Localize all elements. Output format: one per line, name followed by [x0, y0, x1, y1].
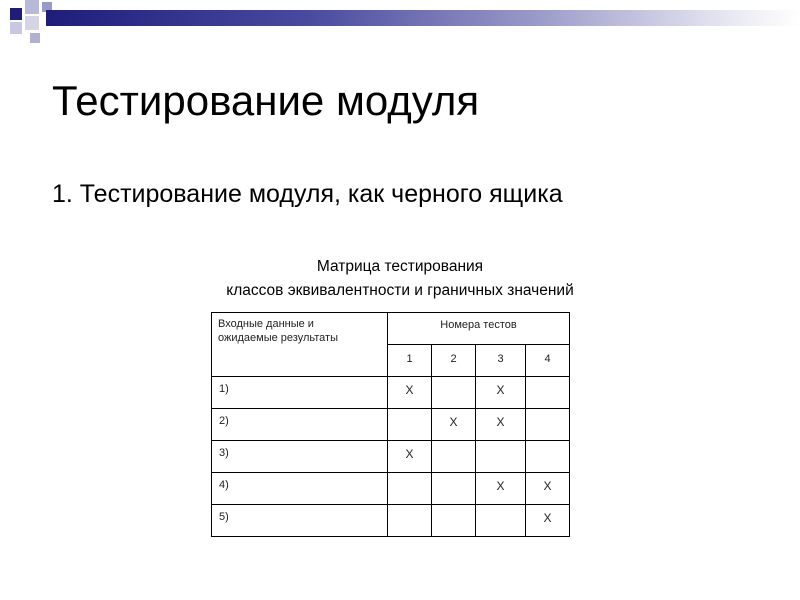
- row-label: 1): [212, 377, 388, 409]
- mark-cell: X: [526, 473, 570, 505]
- table-row: [212, 473, 570, 505]
- mark-cell: [526, 441, 570, 473]
- table-row: [212, 505, 570, 537]
- table-header-row: [212, 313, 570, 345]
- row-label: 5): [212, 505, 388, 537]
- mark-cell: X: [388, 377, 432, 409]
- mark-cell: [388, 505, 432, 537]
- decorative-square: [10, 22, 22, 34]
- decorative-square: [25, 16, 39, 30]
- mark-cell: [476, 441, 526, 473]
- mark-cell: [432, 377, 476, 409]
- header-tests-cell: Номера тестов: [388, 313, 570, 345]
- mark-cell: [432, 473, 476, 505]
- mark-cell: [388, 473, 432, 505]
- decorative-header: [0, 0, 800, 48]
- mark-cell: X: [476, 377, 526, 409]
- mark-cell: X: [526, 505, 570, 537]
- mark-cell: [388, 409, 432, 441]
- header-input-line1: Входные данные и: [218, 318, 314, 330]
- mark-cell: [432, 505, 476, 537]
- mark-cell: X: [388, 441, 432, 473]
- test-number: 2: [432, 345, 476, 377]
- mark-cell: X: [476, 473, 526, 505]
- table-row: [212, 441, 570, 473]
- table-row: [212, 377, 570, 409]
- table-row: [212, 409, 570, 441]
- row-label: 3): [212, 441, 388, 473]
- decorative-square: [10, 8, 22, 20]
- mark-cell: X: [432, 409, 476, 441]
- mark-cell: [476, 505, 526, 537]
- test-number: 3: [476, 345, 526, 377]
- slide-title: Тестирование модуля: [52, 77, 480, 124]
- matrix-title-line1: Матрица тестирования: [316, 258, 484, 275]
- decorative-gradient-bar: [46, 10, 800, 26]
- mark-cell: X: [476, 409, 526, 441]
- test-number: 1: [388, 345, 432, 377]
- row-label: 2): [212, 409, 388, 441]
- decorative-square: [25, 0, 39, 14]
- mark-cell: [526, 377, 570, 409]
- test-number: 4: [526, 345, 570, 377]
- decorative-square: [30, 33, 40, 43]
- mark-cell: [432, 441, 476, 473]
- test-matrix-table: [211, 312, 570, 537]
- slide-subtitle: 1. Тестирование модуля, как черного ящика: [52, 180, 563, 208]
- header-input-cell: [212, 313, 388, 377]
- mark-cell: [526, 409, 570, 441]
- matrix-title-line2: классов эквивалентности и граничных значений: [226, 282, 574, 299]
- row-label: 4): [212, 473, 388, 505]
- header-input-line2: ожидаемые результаты: [218, 332, 338, 344]
